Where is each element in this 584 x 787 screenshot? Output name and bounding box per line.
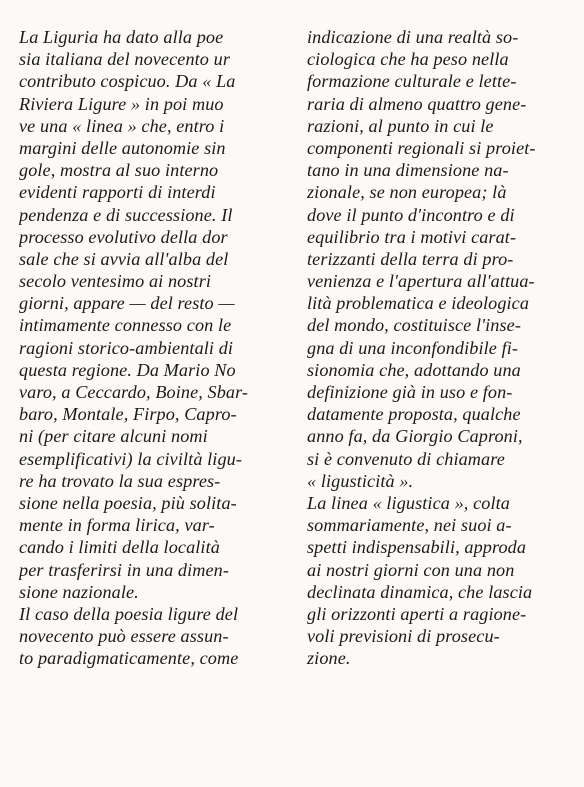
text-line: terizzanti della terra di pro-	[307, 248, 514, 269]
text-line: varo, a Ceccardo, Boine, Sbar-	[19, 382, 249, 402]
text-line: gole, mostra al suo interno	[19, 160, 219, 181]
text-line: datamente proposta, qualche	[307, 404, 521, 425]
text-line: ragioni storico-ambientali di	[19, 337, 234, 358]
text-line: sale che si avvia all'alba del	[19, 248, 229, 269]
text-line: La Liguria ha dato alla poe	[19, 27, 224, 47]
text-line: margini delle autonomie sin	[19, 137, 226, 158]
text-line: anno fa, da Giorgio Caproni,	[307, 426, 523, 447]
text-line: gli orizzonti aperti a ragione-	[307, 603, 527, 624]
text-line: esemplificativi) la civiltà ligu-	[19, 448, 243, 469]
text-line: razioni, al punto in cui le	[307, 115, 494, 136]
text-line: processo evolutivo della dor	[19, 226, 228, 247]
text-line: voli previsioni di prosecu-	[307, 626, 500, 647]
text-line: pendenza e di successione. Il	[19, 204, 233, 225]
text-line: ni (per citare alcuni nomi	[19, 426, 208, 447]
text-line: evidenti rapporti di interdi	[19, 182, 216, 203]
text-line: definizione già in uso e fon-	[307, 382, 513, 402]
text-line: tano in una dimensione na-	[307, 160, 509, 181]
text-line: sia italiana del novecento ur	[19, 49, 231, 70]
text-line: spetti indispensabili, approda	[307, 537, 527, 558]
text-line: giorni, appare — del resto —	[19, 293, 235, 314]
text-line: contributo cospicuo. Da « La	[19, 71, 236, 92]
text-line: zionale, se non europea; là	[307, 182, 507, 203]
text-line: Il caso della poesia ligure del	[19, 603, 239, 624]
text-line: secolo ventesimo ai nostri	[19, 271, 212, 292]
text-line: sommariamente, nei suoi a-	[307, 515, 512, 536]
text-line: mente in forma lirica, var-	[19, 515, 215, 536]
text-line: raria di almeno quattro gene-	[307, 93, 527, 114]
text-line: baro, Montale, Firpo, Capro-	[19, 404, 237, 425]
text-line: sione nella poesia, più solita-	[19, 492, 237, 513]
text-line: venienza e l'apertura all'attua-	[307, 271, 535, 292]
text-line: « ligusticità ».	[307, 470, 414, 491]
text-line: formazione culturale e lette-	[307, 71, 517, 92]
text-line: per trasferirsi in una dimen-	[19, 559, 230, 580]
text-line: si è convenuto di chiamare	[307, 448, 505, 469]
text-line: ai nostri giorni con una non	[307, 559, 515, 580]
text-line: questa regione. Da Mario No	[19, 359, 236, 380]
text-line: equilibrio tra i motivi carat-	[307, 226, 517, 247]
text-line: sione nazionale.	[19, 581, 139, 602]
text-line: zione.	[307, 648, 351, 669]
text-line: to paradigmaticamente, come	[19, 648, 239, 669]
right-text-column	[307, 26, 577, 669]
text-line: novecento può essere assun-	[19, 626, 229, 647]
text-line: indicazione di una realtà so-	[307, 27, 519, 47]
text-line: gna di una inconfondibile fi-	[307, 337, 519, 358]
text-line: ve una « linea » che, entro i	[19, 115, 225, 136]
text-line: re ha trovato la sua espres-	[19, 470, 221, 491]
left-text-column	[19, 26, 281, 669]
text-line: del mondo, costituisce l'inse-	[307, 315, 521, 336]
text-line: lità problematica e ideologica	[307, 293, 530, 314]
text-line: dove il punto d'incontro e di	[307, 204, 515, 225]
text-line: Riviera Ligure » in poi muo	[19, 93, 224, 114]
text-line: intimamente connesso con le	[19, 315, 232, 336]
text-line: sionomia che, adottando una	[307, 359, 521, 380]
text-line: componenti regionali si proiet-	[307, 137, 536, 158]
text-line: La linea « ligustica », colta	[307, 492, 510, 513]
text-line: cando i limiti della località	[19, 537, 220, 558]
text-line: declinata dinamica, che lascia	[307, 581, 533, 602]
text-line: ciologica che ha peso nella	[307, 49, 509, 70]
